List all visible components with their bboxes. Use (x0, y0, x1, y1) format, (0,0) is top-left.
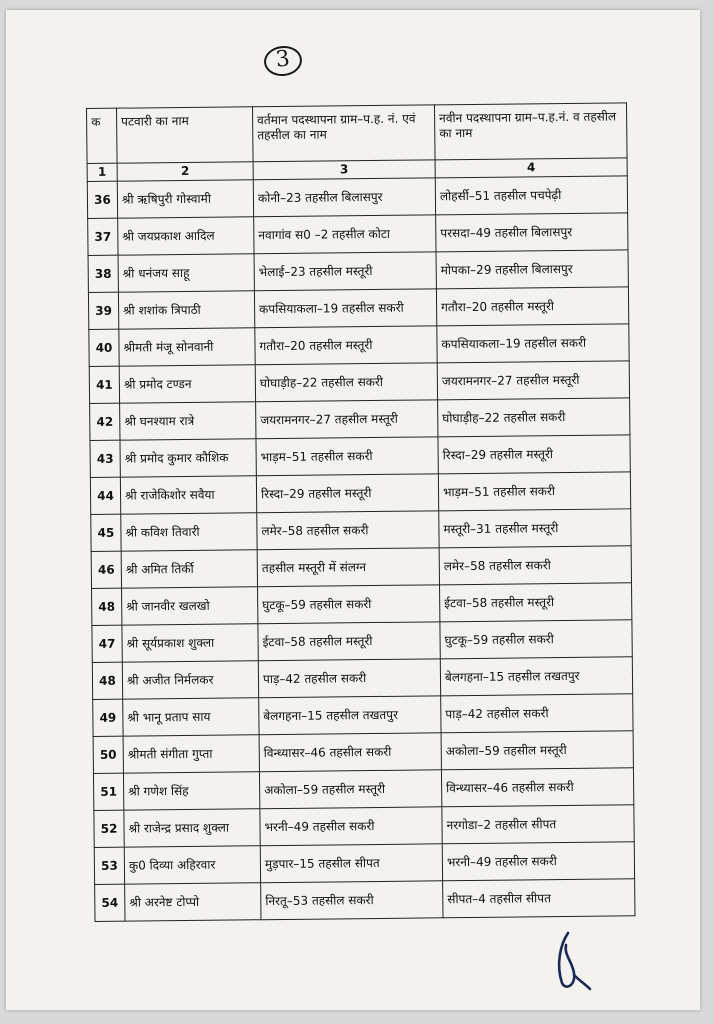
patwari-name-cell: श्री गणेश सिंह (123, 772, 259, 810)
table-row (93, 768, 633, 811)
current-posting-cell: भरनी–49 तहसील सकरी (260, 807, 442, 846)
transfer-table (86, 102, 635, 922)
patwari-name-cell: श्री भानू प्रताप साय (123, 698, 259, 736)
current-posting-cell: गतौरा–20 तहसील मस्तूरी (255, 326, 437, 365)
table-row (90, 472, 630, 515)
serial-number-cell: 39 (88, 292, 118, 329)
header-patwari-name: पटवारी का नाम (117, 107, 254, 163)
column-index: 3 (253, 160, 435, 180)
current-posting-cell: तहसील मस्तूरी में संलग्न (257, 548, 439, 587)
current-posting-cell: लमेर–58 तहसील सकरी (257, 511, 439, 550)
current-posting-cell: नवागांव स0 –2 तहसील कोटा (254, 215, 436, 254)
header-serial: क (87, 108, 118, 163)
serial-number-cell: 52 (94, 810, 124, 847)
current-posting-cell: पाड़–42 तहसील सकरी (258, 659, 440, 698)
table-row (88, 250, 628, 293)
new-posting-cell: विन्ध्यासर–46 तहसील सकरी (441, 768, 633, 807)
serial-number-cell: 48 (92, 662, 122, 699)
serial-number-cell: 37 (88, 218, 118, 255)
current-posting-cell: घुटकू–59 तहसील सकरी (258, 585, 440, 624)
serial-number-cell: 40 (89, 329, 119, 366)
current-posting-cell: अकोला–59 तहसील मस्तूरी (259, 770, 441, 809)
patwari-name-cell: श्री अरनेष्ट टोप्पो (125, 883, 261, 921)
new-posting-cell: सीपत–4 तहसील सीपत (443, 879, 635, 918)
current-posting-cell: कपसियाकला–19 तहसील सकरी (254, 289, 436, 328)
serial-number-cell: 49 (93, 699, 123, 736)
current-posting-cell: विन्ध्यासर–46 तहसील सकरी (259, 733, 441, 772)
patwari-name-cell: श्री जानवीर खलखो (122, 587, 258, 625)
serial-number-cell: 38 (88, 255, 118, 292)
new-posting-cell: मस्तूरी–31 तहसील मस्तूरी (439, 509, 631, 548)
column-index: 4 (435, 158, 627, 178)
new-posting-cell: रिस्दा–29 तहसील मस्तूरी (438, 435, 630, 474)
table-row (88, 213, 628, 256)
new-posting-cell: भाड़म–51 तहसील सकरी (438, 472, 630, 511)
serial-number-cell: 48 (92, 588, 122, 625)
current-posting-cell: भेलाई–23 तहसील मस्तूरी (254, 252, 436, 291)
table-row (92, 583, 632, 626)
patwari-name-cell: श्री राजेकिशोर सवैया (120, 476, 256, 514)
column-index: 1 (87, 163, 117, 181)
patwari-name-cell: श्री प्रमोद कुमार कौशिक (120, 439, 256, 477)
new-posting-cell: नरगोडा–2 तहसील सीपत (442, 805, 634, 844)
document-page (6, 10, 700, 1010)
table-row (92, 620, 632, 663)
table-row (91, 546, 631, 589)
patwari-name-cell: श्रीमती मंजू सोनवानी (119, 328, 255, 366)
current-posting-cell: निरतू–53 तहसील सकरी (261, 881, 443, 920)
new-posting-cell: जयरामनगर–27 तहसील मस्तूरी (437, 361, 629, 400)
new-posting-cell: गतौरा–20 तहसील मस्तूरी (436, 287, 628, 326)
patwari-name-cell: श्री अजीत निर्मलकर (122, 661, 258, 699)
table-row (90, 435, 630, 478)
new-posting-cell: पाड़–42 तहसील सकरी (441, 694, 633, 733)
patwari-name-cell: श्री राजेन्द्र प्रसाद शुक्ला (124, 809, 260, 847)
table-row (89, 324, 629, 367)
serial-number-cell: 46 (91, 551, 121, 588)
table-row (95, 879, 635, 922)
table-row (89, 361, 629, 404)
new-posting-cell: लमेर–58 तहसील सकरी (439, 546, 631, 585)
column-index: 2 (117, 162, 253, 181)
table-row (93, 731, 633, 774)
header-current-posting: वर्तमान पदस्थापना ग्राम–प.ह. नं. एवं तहसील का नाम (252, 105, 435, 162)
serial-number-cell: 42 (90, 403, 120, 440)
current-posting-cell: मुड़पार–15 तहसील सीपत (260, 844, 442, 883)
signature-mark (546, 925, 596, 995)
patwari-name-cell: श्री सूर्यप्रकाश शुक्ला (122, 624, 258, 662)
patwari-name-cell: श्री जयप्रकाश आदिल (118, 217, 254, 255)
header-row (87, 103, 628, 164)
new-posting-cell: लोहर्सी–51 तहसील पचपेढ़ी (435, 176, 627, 215)
serial-number-cell: 47 (92, 625, 122, 662)
serial-number-cell: 50 (93, 736, 123, 773)
new-posting-cell: कपसियाकला–19 तहसील सकरी (437, 324, 629, 363)
new-posting-cell: घोघाड़ीह–22 तहसील सकरी (438, 398, 630, 437)
table-row (88, 287, 628, 330)
current-posting-cell: रिस्दा–29 तहसील मस्तूरी (256, 474, 438, 513)
current-posting-cell: बेलगहना–15 तहसील तखतपुर (259, 696, 441, 735)
serial-number-cell: 53 (94, 847, 124, 884)
patwari-name-cell: श्री कविश तिवारी (121, 513, 257, 551)
patwari-name-cell: श्री धनंजय साहू (118, 254, 254, 292)
new-posting-cell: घुटकू–59 तहसील सकरी (440, 620, 632, 659)
table-row (94, 842, 634, 885)
serial-number-cell: 41 (89, 366, 119, 403)
current-posting-cell: कोनी–23 तहसील बिलासपुर (253, 178, 435, 217)
new-posting-cell: ईटवा–58 तहसील मस्तूरी (440, 583, 632, 622)
new-posting-cell: अकोला–59 तहसील मस्तूरी (441, 731, 633, 770)
table-row (94, 805, 634, 848)
table-row (91, 509, 631, 552)
table-row (90, 398, 630, 441)
header-new-posting: नवीन पदस्थापना ग्राम–प.ह.नं. व तहसील का नाम (434, 103, 627, 160)
current-posting-cell: ईटवा–58 तहसील मस्तूरी (258, 622, 440, 661)
patwari-name-cell: श्रीमती संगीता गुप्ता (123, 735, 259, 773)
serial-number-cell: 54 (95, 884, 125, 921)
new-posting-cell: मोपका–29 तहसील बिलासपुर (436, 250, 628, 289)
patwari-name-cell: श्री शशांक त्रिपाठी (118, 291, 254, 329)
patwari-name-cell: श्री प्रमोद टण्डन (119, 365, 255, 403)
patwari-name-cell: कु0 दिव्या अहिरवार (124, 846, 260, 884)
table-row (92, 657, 632, 700)
new-posting-cell: बेलगहना–15 तहसील तखतपुर (440, 657, 632, 696)
table-row (87, 176, 627, 219)
current-posting-cell: जयरामनगर–27 तहसील मस्तूरी (256, 400, 438, 439)
serial-number-cell: 36 (87, 181, 117, 218)
new-posting-cell: परसदा–49 तहसील बिलासपुर (436, 213, 628, 252)
patwari-name-cell: श्री घनश्याम रात्रे (120, 402, 256, 440)
current-posting-cell: भाड़म–51 तहसील सकरी (256, 437, 438, 476)
transfer-table-wrapper (86, 102, 634, 922)
new-posting-cell: भरनी–49 तहसील सकरी (442, 842, 634, 881)
serial-number-cell: 51 (93, 773, 123, 810)
serial-number-cell: 44 (90, 477, 120, 514)
patwari-name-cell: श्री ऋषिपुरी गोस्वामी (117, 180, 253, 218)
serial-number-cell: 45 (91, 514, 121, 551)
table-row (93, 694, 633, 737)
serial-number-cell: 43 (90, 440, 120, 477)
page-number: 3 (263, 44, 304, 78)
current-posting-cell: घोघाड़ीह–22 तहसील सकरी (255, 363, 437, 402)
patwari-name-cell: श्री अमित तिर्की (121, 550, 257, 588)
